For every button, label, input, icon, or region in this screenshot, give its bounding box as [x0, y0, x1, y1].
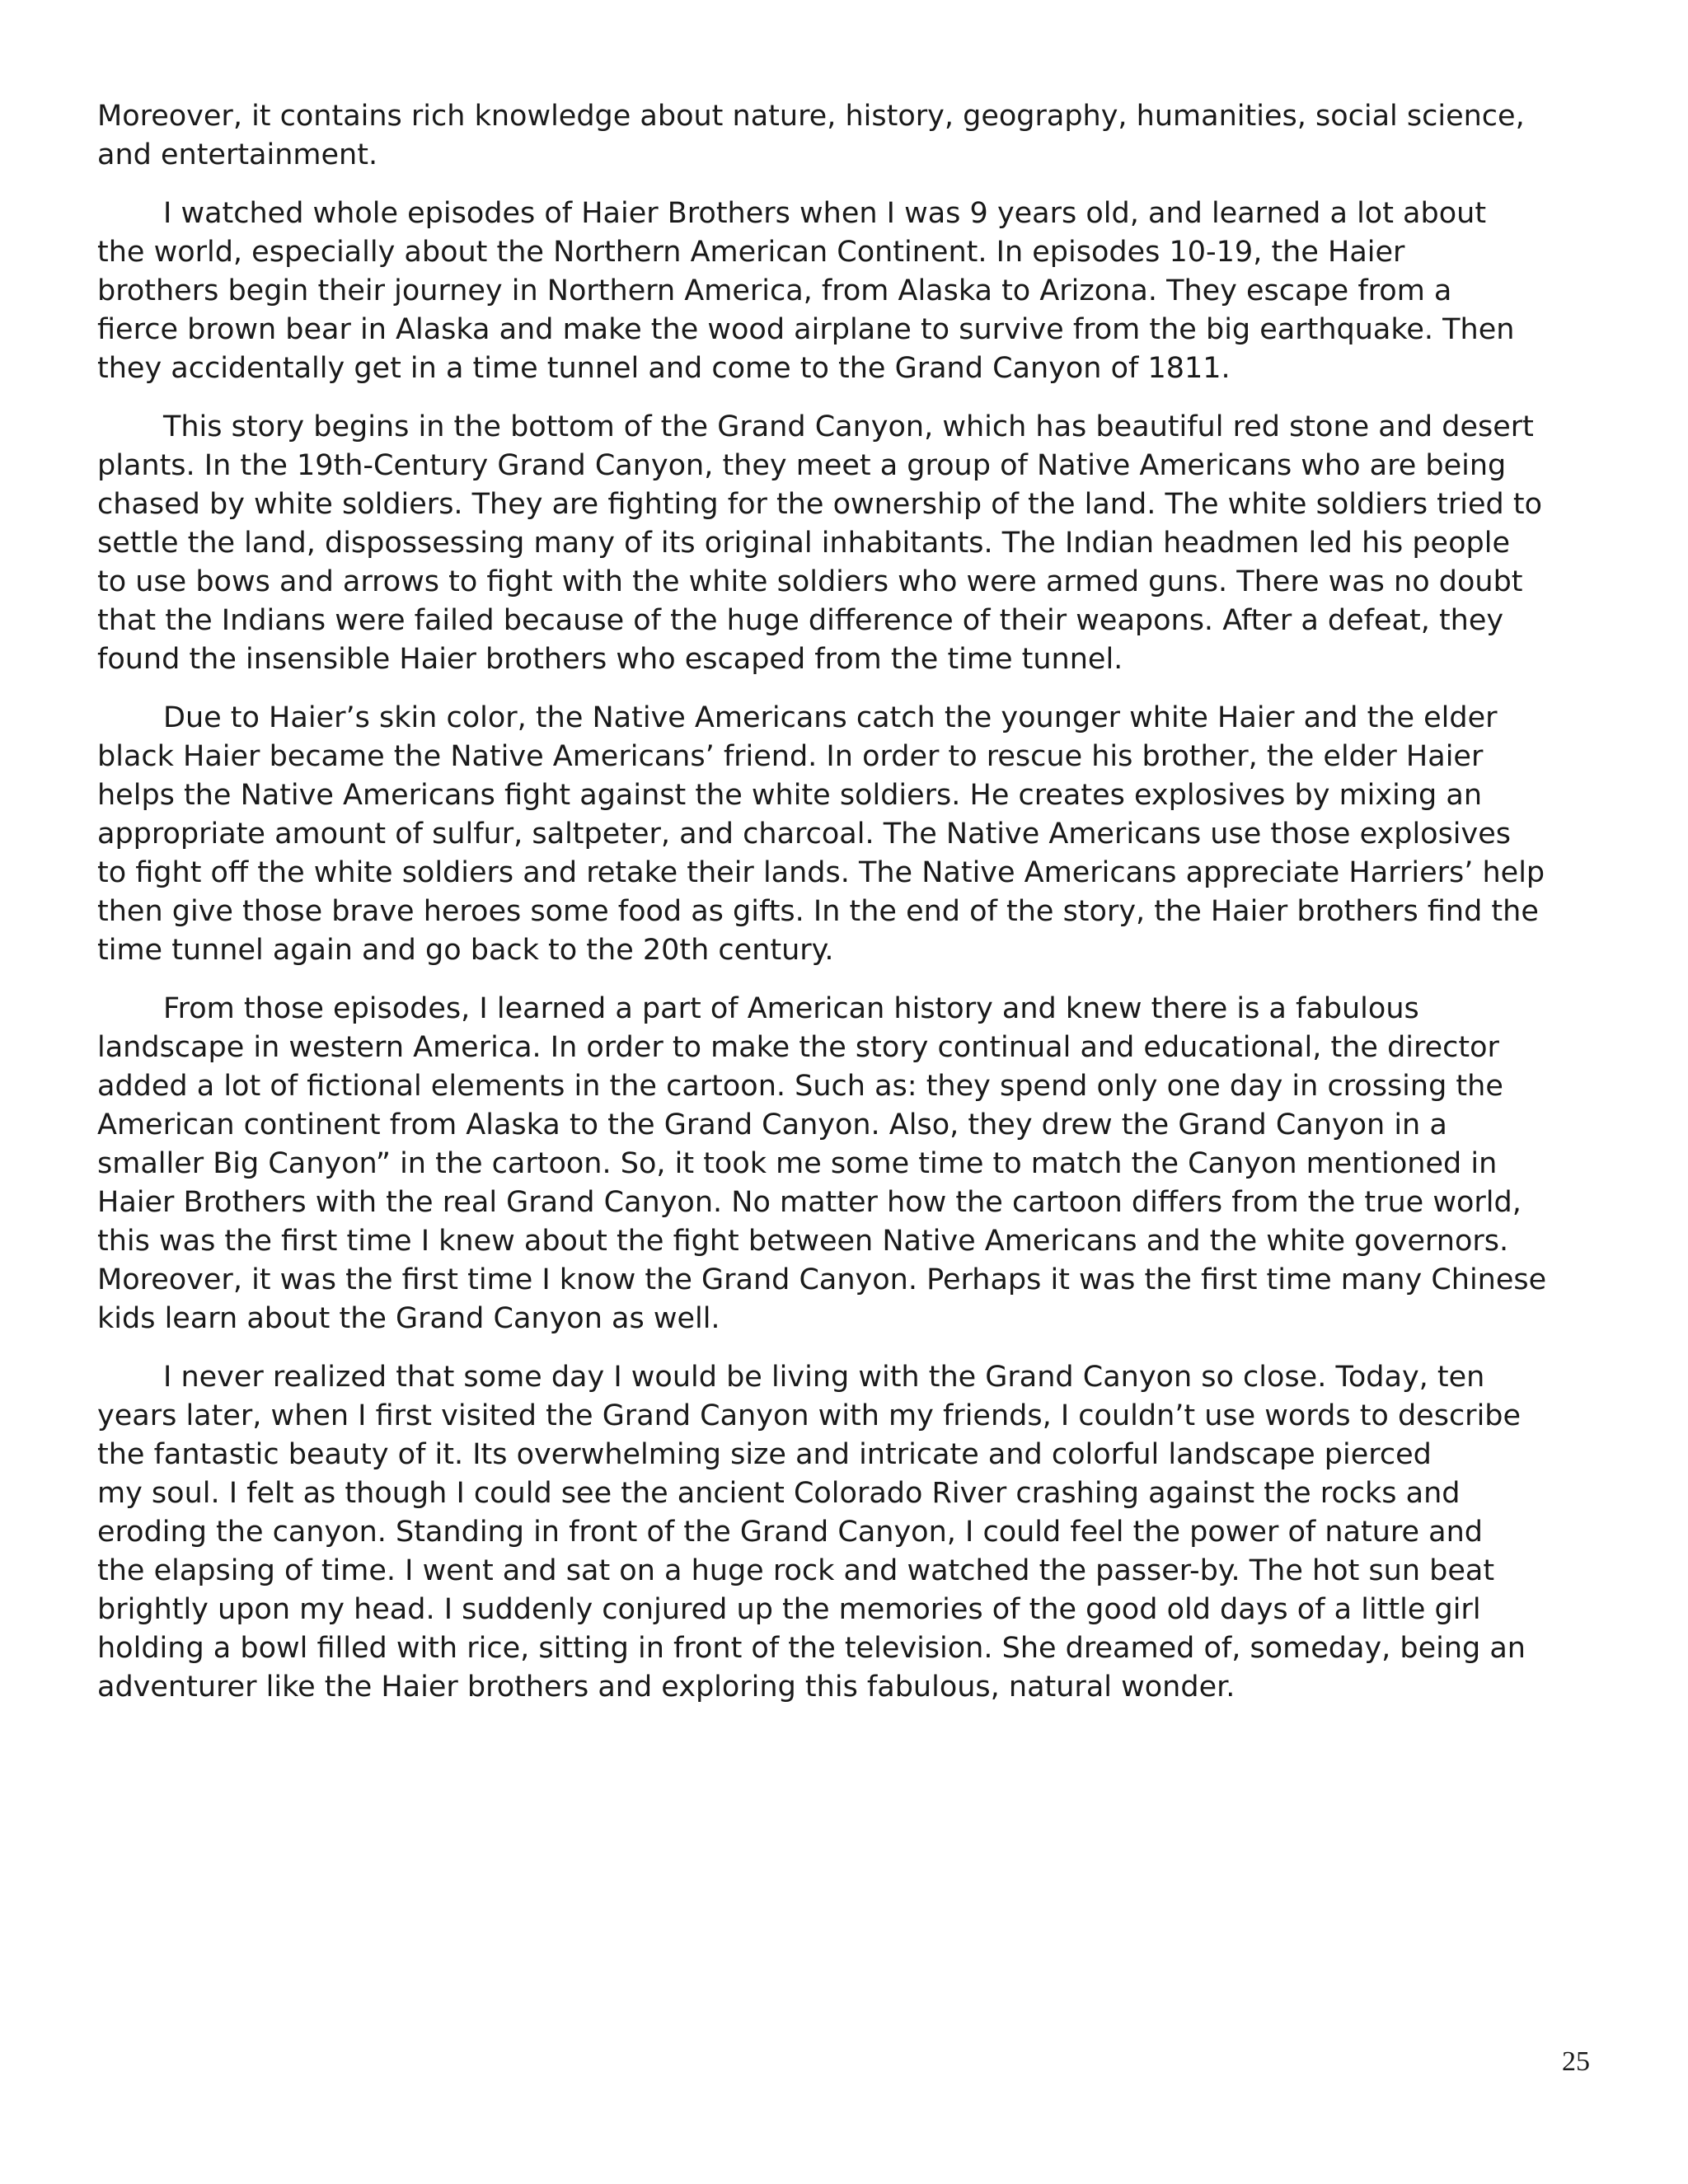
paragraph: From those episodes, I learned a part of American history and knew there is a fabulous landscape in western America. In order to make the story continual and educational, the director added a lot of fictional elements in the cartoon. Such as: they spend only one day in crossing the American continent from Alaska to the Grand Canyon. Also, they drew the Grand Canyon in a smaller Big Canyon” in the cartoon. So, it took me some time to match the Canyon mentioned in Haier Brothers with the real Grand Canyon. No matter how the cartoon differs from the true world, this was the first time I knew about the fight between Native Americans and the white governors. Moreover, it was the first time I know the Grand Canyon. Perhaps it was the first time many Chinese kids learn about the Grand Canyon as well.: [97, 992, 1547, 1335]
body-text: [97, 97, 1581, 1727]
paragraph: I never realized that some day I would be living with the Grand Canyon so close. Today, ten years later, when I first visited the Grand Canyon with my friends, I couldn’t use words to describe the fantastic beauty of it. Its overwhelming size and intricate and colorful landscape pierced my soul. I felt as though I could see the ancient Colorado River crashing against the rocks and eroding the canyon. Standing in front of the Grand Canyon, I could feel the power of nature and the elapsing of time. I went and sat on a huge rock and watched the passer-by. The hot sun beat brightly upon my head. I suddenly conjured up the memories of the good old days of a little girl holding a bowl filled with rice, sitting in front of the television. She dreamed of, someday, being an adventurer like the Haier brothers and exploring this fabulous, natural wonder.: [97, 1361, 1526, 1704]
paragraph-continued: Moreover, it contains rich knowledge about nature, history, geography, humanities, social science, and entertainment.: [97, 100, 1525, 171]
paragraph: Due to Haier’s skin color, the Native Americans catch the younger white Haier and the elder black Haier became the Native Americans’ friend. In order to rescue his brother, the elder Haier helps the Native Americans fight against the white soldiers. He creates explosives by mixing an appropriate amount of sulfur, saltpeter, and charcoal. The Native Americans use those explosives to fight off the white soldiers and retake their lands. The Native Americans appreciate Harriers’ help then give those brave heroes some food as gifts. In the end of the story, the Haier brothers find the time tunnel again and go back to the 20th century.: [97, 701, 1545, 967]
paragraph: This story begins in the bottom of the Grand Canyon, which has beautiful red stone and desert plants. In the 19th-Century Grand Canyon, they meet a group of Native Americans who are being chased by white soldiers. They are fighting for the ownership of the land. The white soldiers tried to settle the land, dispossessing many of its original inhabitants. The Indian headmen led his people to use bows and arrows to fight with the white soldiers who were armed guns. There was no doubt that the Indians were failed because of the huge difference of their weapons. After a defeat, they found the insensible Haier brothers who escaped from the time tunnel.: [97, 410, 1543, 676]
page-number: 25: [1562, 2046, 1590, 2077]
paragraph: I watched whole episodes of Haier Brothers when I was 9 years old, and learned a lot about the world, especially about the Northern American Continent. In episodes 10-19, the Haier brothers begin their journey in Northern America, from Alaska to Arizona. They escape from a fierce brown bear in Alaska and make the wood airplane to survive from the big earthquake. Then they accidentally get in a time tunnel and come to the Grand Canyon of 1811.: [97, 197, 1515, 385]
